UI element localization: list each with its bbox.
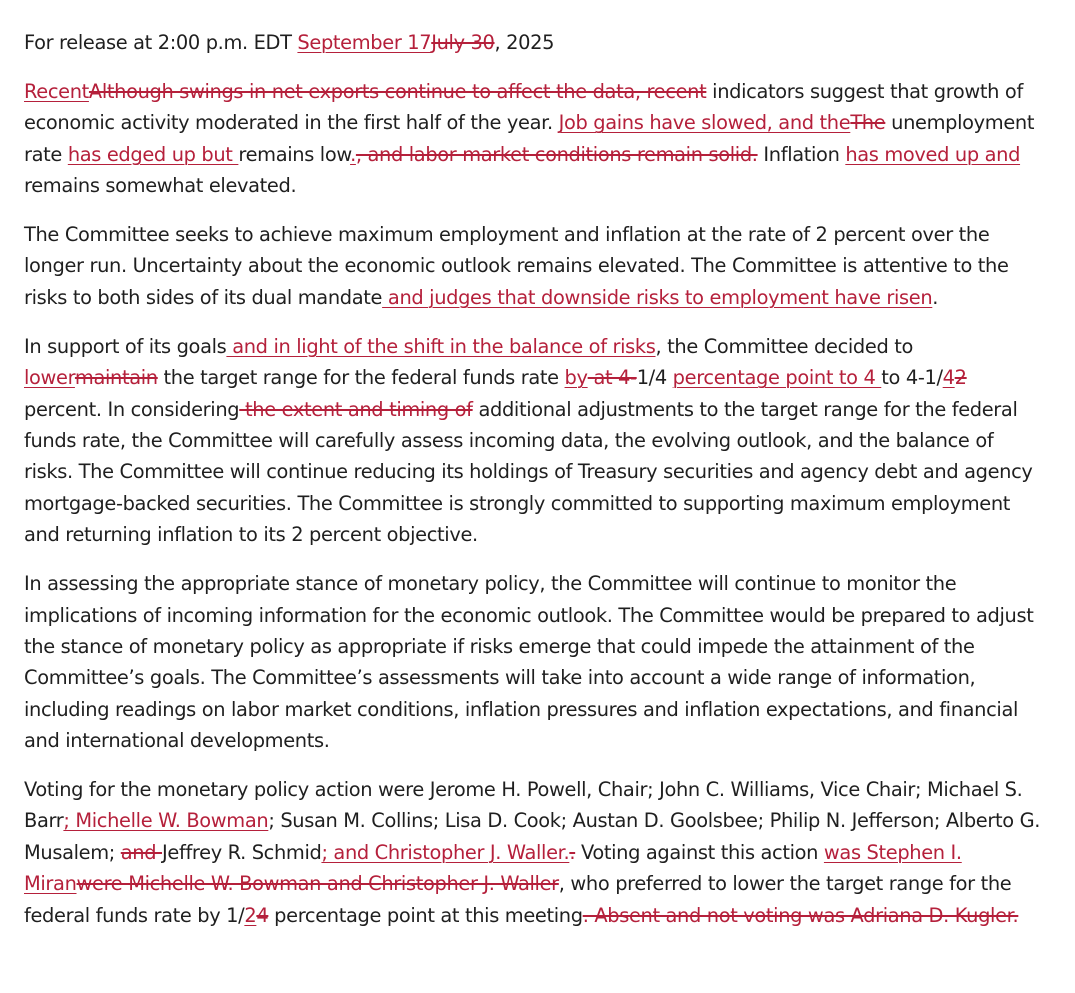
inserted-text: ; Michelle W. Bowman xyxy=(63,809,269,833)
body-text: indicators suggest that growth of economic activity moderated in the first half of the year. xyxy=(24,79,1023,135)
inserted-text: Recent xyxy=(24,79,89,103)
inserted-text: ; and Christopher J. Waller. xyxy=(321,840,570,864)
inserted-text: lower xyxy=(24,366,75,390)
body-text: unemployment rate xyxy=(24,111,1035,166)
deleted-text: Although swings in net exports continue to affect the data, recent xyxy=(88,79,707,103)
body-text: Inflation xyxy=(757,142,846,166)
deleted-text: and xyxy=(120,840,163,864)
deleted-text: at 4- xyxy=(587,366,637,390)
document-body xyxy=(24,27,1046,949)
release-line xyxy=(24,27,1046,58)
body-text: The Committee seeks to achieve maximum employment and inflation at the rate of 2 percent over the longer run. Uncertainty about the economic outlook remains elevated. The Committee is attentive to the risks to both sides of its dual mandate xyxy=(24,223,1009,309)
inserted-text: and judges that downside risks to employment have risen xyxy=(382,285,933,309)
committee-goals-paragraph xyxy=(24,219,1046,313)
deleted-text: , and labor market conditions remain solid. xyxy=(355,142,758,166)
inserted-text: has moved up and xyxy=(845,142,1021,166)
body-text: In support of its goals xyxy=(24,334,227,358)
body-text: additional adjustments to the target range for the federal funds rate, the Committee will carefully assess incoming data, the evolving outlook, and the balance of risks. The Committee will continue reducing its holdings of Treasury securities and agency debt and agency mortgage-backed securities. The Committee is strongly committed to supporting maximum employment and returning inflation to its 2 percent objective. xyxy=(24,397,1033,547)
inserted-text: has edged up but xyxy=(67,142,239,166)
deleted-text: . xyxy=(569,840,576,864)
inserted-text: and in light of the shift in the balance of risks xyxy=(226,334,656,358)
deleted-text: maintain xyxy=(74,366,158,390)
inserted-text: was Stephen I. Miran xyxy=(24,840,962,896)
body-text: , who preferred to lower the target range for the federal funds rate by 1/ xyxy=(24,872,1012,927)
inserted-text: by xyxy=(564,366,588,390)
body-text: . xyxy=(932,285,939,309)
deleted-text: The xyxy=(850,111,886,135)
deleted-text: 2 xyxy=(954,366,967,390)
inserted-text: percentage point to 4 xyxy=(672,366,882,390)
deleted-text: July 30 xyxy=(431,31,495,54)
body-text: remains somewhat elevated. xyxy=(24,174,297,198)
deleted-text: the extent and timing of xyxy=(239,397,473,421)
body-text: Voting against this action xyxy=(575,840,824,864)
body-text: ; Susan M. Collins; Lisa D. Cook; Austan D. Goolsbee; Philip N. Jefferson; Alberto G. Musalem; xyxy=(24,809,1041,864)
body-text: , 2025 xyxy=(494,31,555,54)
body-text: percent. In considering xyxy=(24,397,240,421)
body-text: For release at 2:00 p.m. EDT xyxy=(24,31,298,54)
policy-stance-paragraph xyxy=(24,568,1046,756)
body-text: remains low xyxy=(238,142,351,166)
deleted-text: 4 xyxy=(256,903,269,927)
inserted-text: 2 xyxy=(244,903,257,927)
body-text: percentage point at this meeting xyxy=(268,903,583,927)
deleted-text: . Absent and not voting was Adriana D. Kugler. xyxy=(582,903,1019,927)
inserted-text: . xyxy=(350,142,356,166)
body-text: 1/4 xyxy=(636,366,673,390)
body-text: the target range for the federal funds rate xyxy=(157,366,565,390)
voting-paragraph xyxy=(24,774,1046,931)
inserted-text: September 17 xyxy=(297,31,432,54)
inserted-text: 4 xyxy=(942,366,955,390)
body-text: Voting for the monetary policy action were Jerome H. Powell, Chair; John C. Williams, Vice Chair; Michael S. Barr xyxy=(24,778,1023,833)
inserted-text: Job gains have slowed, and the xyxy=(558,111,851,135)
policy-action-paragraph xyxy=(24,331,1046,551)
body-text: , the Committee decided to xyxy=(655,334,914,358)
body-text: to 4-1/ xyxy=(881,366,943,390)
economic-activity-paragraph xyxy=(24,76,1046,202)
deleted-text: were Michelle W. Bowman and Christopher J. Waller xyxy=(76,872,559,896)
body-text: In assessing the appropriate stance of monetary policy, the Committee will continue to monitor the implications of incoming information for the economic outlook. The Committee would be prepared to adjust the stance of monetary policy as appropriate if risks emerge that could impede the attainment of the Committee’s goals. The Committee’s assessments will take into account a wide range of information, including readings on labor market conditions, inflation pressures and inflation expectations, and financial and international developments. xyxy=(24,572,1034,753)
body-text: Jeffrey R. Schmid xyxy=(162,840,322,864)
